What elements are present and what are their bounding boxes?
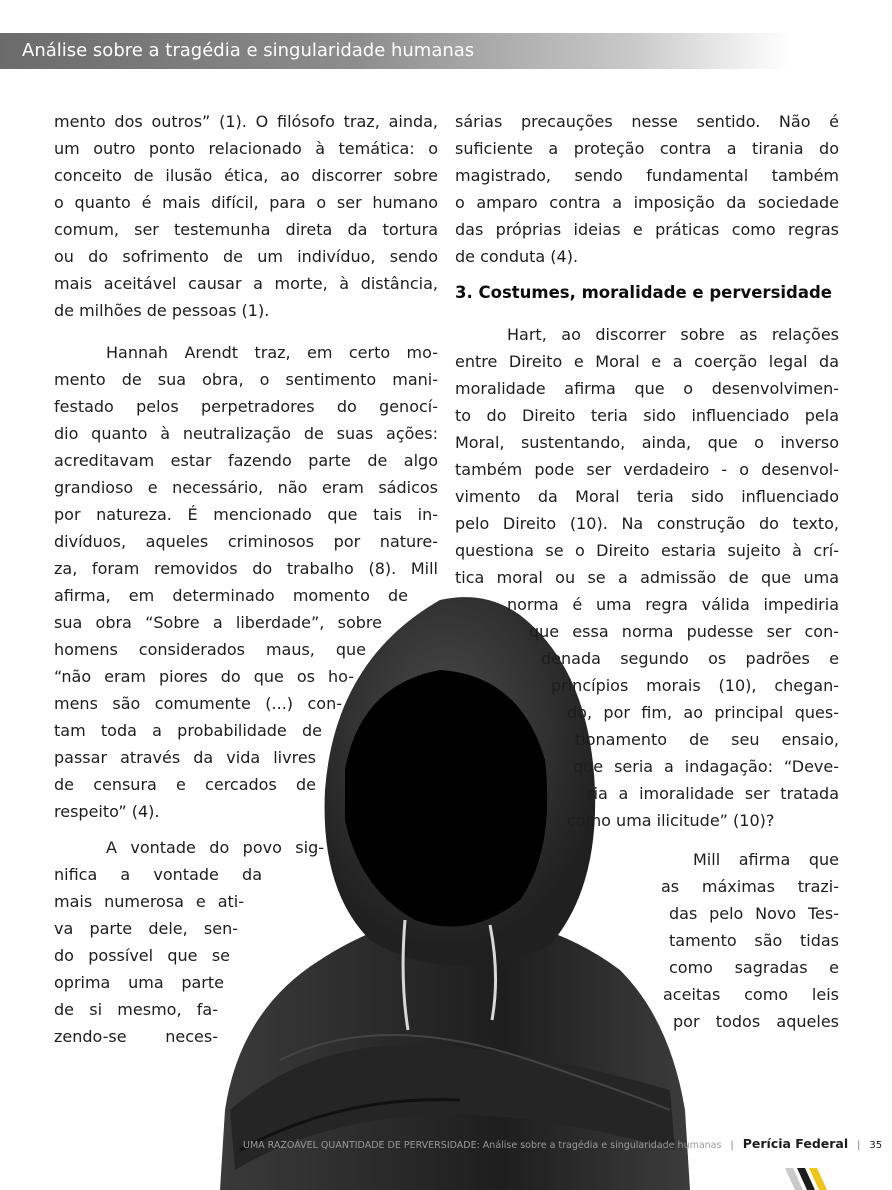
footer-brand: Perícia Federal bbox=[742, 1136, 849, 1151]
footer-separator: | bbox=[730, 1140, 734, 1151]
text-line: va parte dele, sen- bbox=[54, 919, 238, 938]
footer-running-title: UMA RAZOÁVEL QUANTIDADE DE PERVERSIDADE: Análise sobre a tragédia e singularidade humanas bbox=[243, 1140, 722, 1151]
brand-stripes-logo bbox=[785, 1168, 833, 1190]
text-line: magistrado, sendo fundamental também bbox=[455, 166, 839, 185]
text-line: do possível que se bbox=[54, 946, 230, 965]
text-line: mens são comumente (...) con- bbox=[54, 694, 342, 713]
text-line: o quanto é mais difícil, para o ser humano bbox=[54, 193, 438, 212]
text-line: afirma, em determinado momento de bbox=[54, 586, 408, 605]
text-line: do, por fim, ao principal ques- bbox=[567, 703, 839, 722]
text-line: sárias precauções nesse sentido. Não é bbox=[455, 112, 839, 131]
text-line: também pode ser verdadeiro - o desenvol- bbox=[455, 460, 839, 479]
running-header-title: Análise sobre a tragédia e singularidade humanas bbox=[22, 40, 475, 61]
text-line: mento de sua obra, o sentimento mani- bbox=[54, 370, 438, 389]
text-line: tam toda a probabilidade de bbox=[54, 721, 322, 740]
text-line: oprima uma parte bbox=[54, 973, 224, 992]
text-line: norma é uma regra válida impediria bbox=[507, 595, 839, 614]
text-line: que essa norma pudesse ser con- bbox=[529, 622, 839, 641]
text-line: A vontade do povo sig- bbox=[106, 838, 324, 857]
text-line: de milhões de pessoas (1). bbox=[54, 301, 270, 320]
text-line: aceitas como leis bbox=[663, 985, 839, 1004]
text-line: homens considerados maus, que bbox=[54, 640, 366, 659]
text-line: como uma ilicitude” (10)? bbox=[567, 811, 775, 830]
text-line: denada segundo os padrões e bbox=[541, 649, 839, 668]
text-line: pelo Direito (10). Na construção do texto, bbox=[455, 514, 839, 533]
text-line: suficiente a proteção contra a tirania do bbox=[455, 139, 839, 158]
text-line: moralidade afirma que o desenvolvimen- bbox=[455, 379, 839, 398]
section-heading: 3. Costumes, moralidade e perversidade bbox=[455, 283, 832, 302]
text-line: Hart, ao discorrer sobre as relações bbox=[507, 325, 839, 344]
text-line: mento dos outros” (1). O filósofo traz, ainda, bbox=[54, 112, 438, 131]
text-line: das próprias ideias e práticas como regras bbox=[455, 220, 839, 239]
text-line: de si mesmo, fa- bbox=[54, 1000, 218, 1019]
text-line: por natureza. É mencionado que tais in- bbox=[54, 505, 438, 524]
header-bar bbox=[0, 33, 790, 69]
text-line: “não eram piores do que os ho- bbox=[54, 667, 354, 686]
text-line: Hannah Arendt traz, em certo mo- bbox=[106, 343, 438, 362]
text-line: ria a imoralidade ser tratada bbox=[587, 784, 839, 803]
text-line: tica moral ou se a admissão de que uma bbox=[455, 568, 839, 587]
text-line: Mill afirma que bbox=[693, 850, 839, 869]
text-line: questiona se o Direito estaria sujeito à crí- bbox=[455, 541, 839, 560]
text-line: conceito de ilusão ética, ao discorrer sobre bbox=[54, 166, 438, 185]
text-line: sua obra “Sobre a liberdade”, sobre bbox=[54, 613, 382, 632]
text-line: princípios morais (10), chegan- bbox=[551, 676, 839, 695]
text-line: as máximas trazi- bbox=[661, 877, 839, 896]
text-line: entre Direito e Moral e a coerção legal da bbox=[455, 352, 839, 371]
text-line: festado pelos perpetradores do genocí- bbox=[54, 397, 438, 416]
text-line: ou do sofrimento de um indivíduo, sendo bbox=[54, 247, 438, 266]
text-line: tamento são tidas bbox=[669, 931, 839, 950]
text-line: que seria a indagação: “Deve- bbox=[573, 757, 839, 776]
text-line: mais aceitável causar a morte, à distância, bbox=[54, 274, 438, 293]
text-line: to do Direito teria sido influenciado pela bbox=[455, 406, 839, 425]
text-line: nifica a vontade da bbox=[54, 865, 262, 884]
text-line: de censura e cercados de bbox=[54, 775, 316, 794]
page-number: 35 bbox=[869, 1140, 883, 1151]
text-line: dio quanto à neutralização de suas ações: bbox=[54, 424, 438, 443]
text-line: passar através da vida livres bbox=[54, 748, 316, 767]
text-line: vimento da Moral teria sido influenciado bbox=[455, 487, 839, 506]
text-line: Moral, sustentando, ainda, que o inverso bbox=[455, 433, 839, 452]
text-line: de conduta (4). bbox=[455, 247, 579, 266]
text-line: das pelo Novo Tes- bbox=[669, 904, 839, 923]
text-line: comum, ser testemunha direta da tortura bbox=[54, 220, 438, 239]
text-line: divíduos, aqueles criminosos por nature- bbox=[54, 532, 438, 551]
text-line: respeito” (4). bbox=[54, 802, 160, 821]
text-line: mais numerosa e ati- bbox=[54, 892, 244, 911]
text-line: por todos aqueles bbox=[673, 1012, 839, 1031]
text-line: tionamento de seu ensaio, bbox=[575, 730, 839, 749]
text-line: za, foram removidos do trabalho (8). Mill bbox=[54, 559, 438, 578]
page-footer bbox=[243, 1136, 882, 1152]
text-line: grandioso e necessário, não eram sádicos bbox=[54, 478, 438, 497]
text-line: acreditavam estar fazendo parte de algo bbox=[54, 451, 438, 470]
text-line: como sagradas e bbox=[669, 958, 839, 977]
text-line: zendo-se neces- bbox=[54, 1027, 218, 1046]
footer-separator: | bbox=[857, 1140, 861, 1151]
text-line: um outro ponto relacionado à temática: o bbox=[54, 139, 438, 158]
text-line: o amparo contra a imposição da sociedade bbox=[455, 193, 839, 212]
